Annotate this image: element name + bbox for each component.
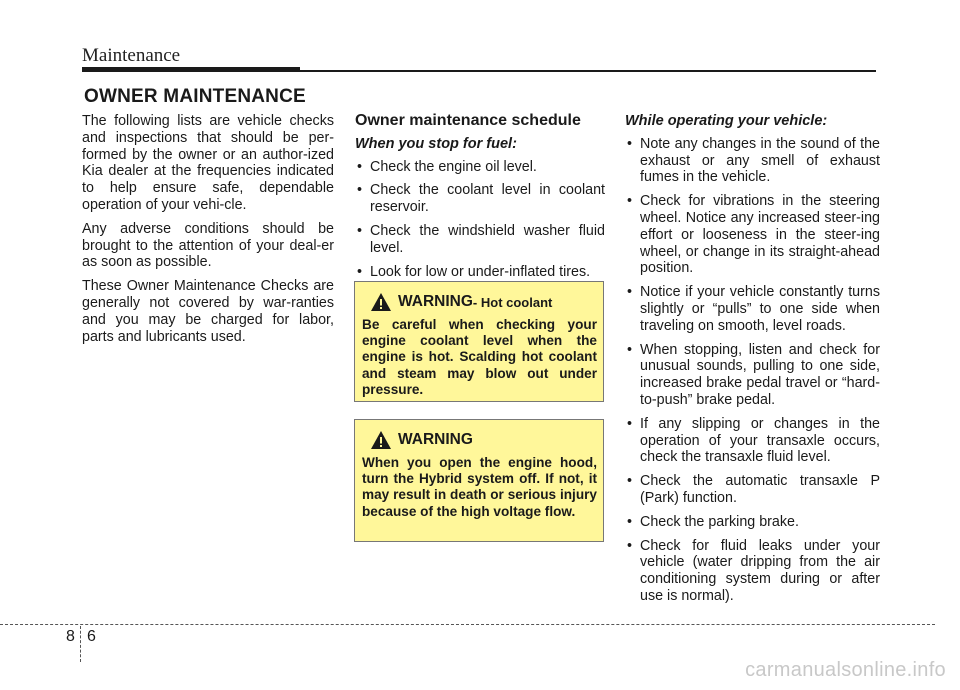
list-item: • Check the parking brake. [625, 514, 880, 531]
intro-paragraph: The following lists are vehicle checks and inspections that should be per-formed by the owner or an author-ized Kia dealer at the frequencies indicated to help ensure safe, dependable operation of your vehi-cle. [82, 113, 334, 213]
warning-header [370, 292, 597, 312]
list-item: • Check for vibrations in the steering wheel. Notice any increased steer-ing effort or looseness in the steer-ing wheel, or change in its straight-ahead position. [625, 193, 880, 277]
footer-divider [0, 624, 935, 625]
warning-triangle-icon [370, 292, 392, 312]
page-header-title: Maintenance [82, 45, 181, 66]
list-item: • Check the engine oil level. [355, 159, 605, 176]
warning-body: Be careful when checking your engine coolant level when the engine is hot. Scalding hot coolant and steam may blow out under pressure. [362, 317, 597, 397]
schedule-column [355, 113, 605, 287]
header-rule-thick [82, 67, 300, 72]
warning-title: WARNING [398, 431, 473, 448]
intro-column [82, 113, 334, 352]
intro-paragraph: Any adverse conditions should be brought to the attention of your deal-er as soon as possible. [82, 220, 334, 271]
warning-subtitle: - Hot coolant [472, 294, 553, 310]
warning-triangle-icon [370, 430, 392, 450]
list-item: • Check the windshield washer fluid level. [355, 223, 605, 257]
operating-heading: While operating your vehicle: [625, 113, 828, 129]
list-item: • Look for low or under-inflated tires. [355, 264, 605, 281]
fuel-stop-heading: When you stop for fuel: [355, 135, 517, 152]
list-item: • Check the automatic transaxle P (Park) function. [625, 473, 880, 507]
chapter-number: 8 [66, 628, 75, 645]
warning-title: WARNING [398, 293, 473, 310]
section-title: OWNER MAINTENANCE [84, 86, 306, 107]
header-rule-thin [300, 70, 876, 72]
fuel-stop-list [355, 159, 605, 281]
operating-list [625, 136, 880, 605]
footer-page-divider [80, 626, 81, 662]
list-item: • When stopping, listen and check for unusual sounds, pulling to one side, increased brake pedal travel or “hard-to-push” brake pedal. [625, 342, 880, 409]
warning-header [370, 430, 597, 450]
schedule-title: Owner maintenance schedule [355, 112, 581, 129]
warning-box-hybrid [354, 419, 604, 542]
list-item: • Check for fluid leaks under your vehicle (water dripping from the air conditioning system during or after use is normal). [625, 538, 880, 605]
warning-box-hot-coolant [354, 281, 604, 402]
warning-body: When you open the engine hood, turn the Hybrid system off. If not, it may result in death or serious injury because of the high voltage flow. [362, 455, 597, 519]
list-item: • Check the coolant level in coolant reservoir. [355, 182, 605, 216]
list-item: • Note any changes in the sound of the exhaust or any smell of exhaust fumes in the vehicle. [625, 136, 880, 186]
operating-column [625, 113, 880, 612]
list-item: • If any slipping or changes in the operation of your transaxle occurs, check the transaxle fluid level. [625, 416, 880, 466]
intro-paragraph: These Owner Maintenance Checks are generally not covered by war-ranties and you may be charged for labor, parts and lubricants used. [82, 278, 334, 345]
page-number: 6 [87, 628, 96, 645]
list-item: • Notice if your vehicle constantly turns slightly or “pulls” to one side when traveling on smooth, level roads. [625, 284, 880, 334]
watermark: carmanualsonline.info [745, 659, 946, 681]
